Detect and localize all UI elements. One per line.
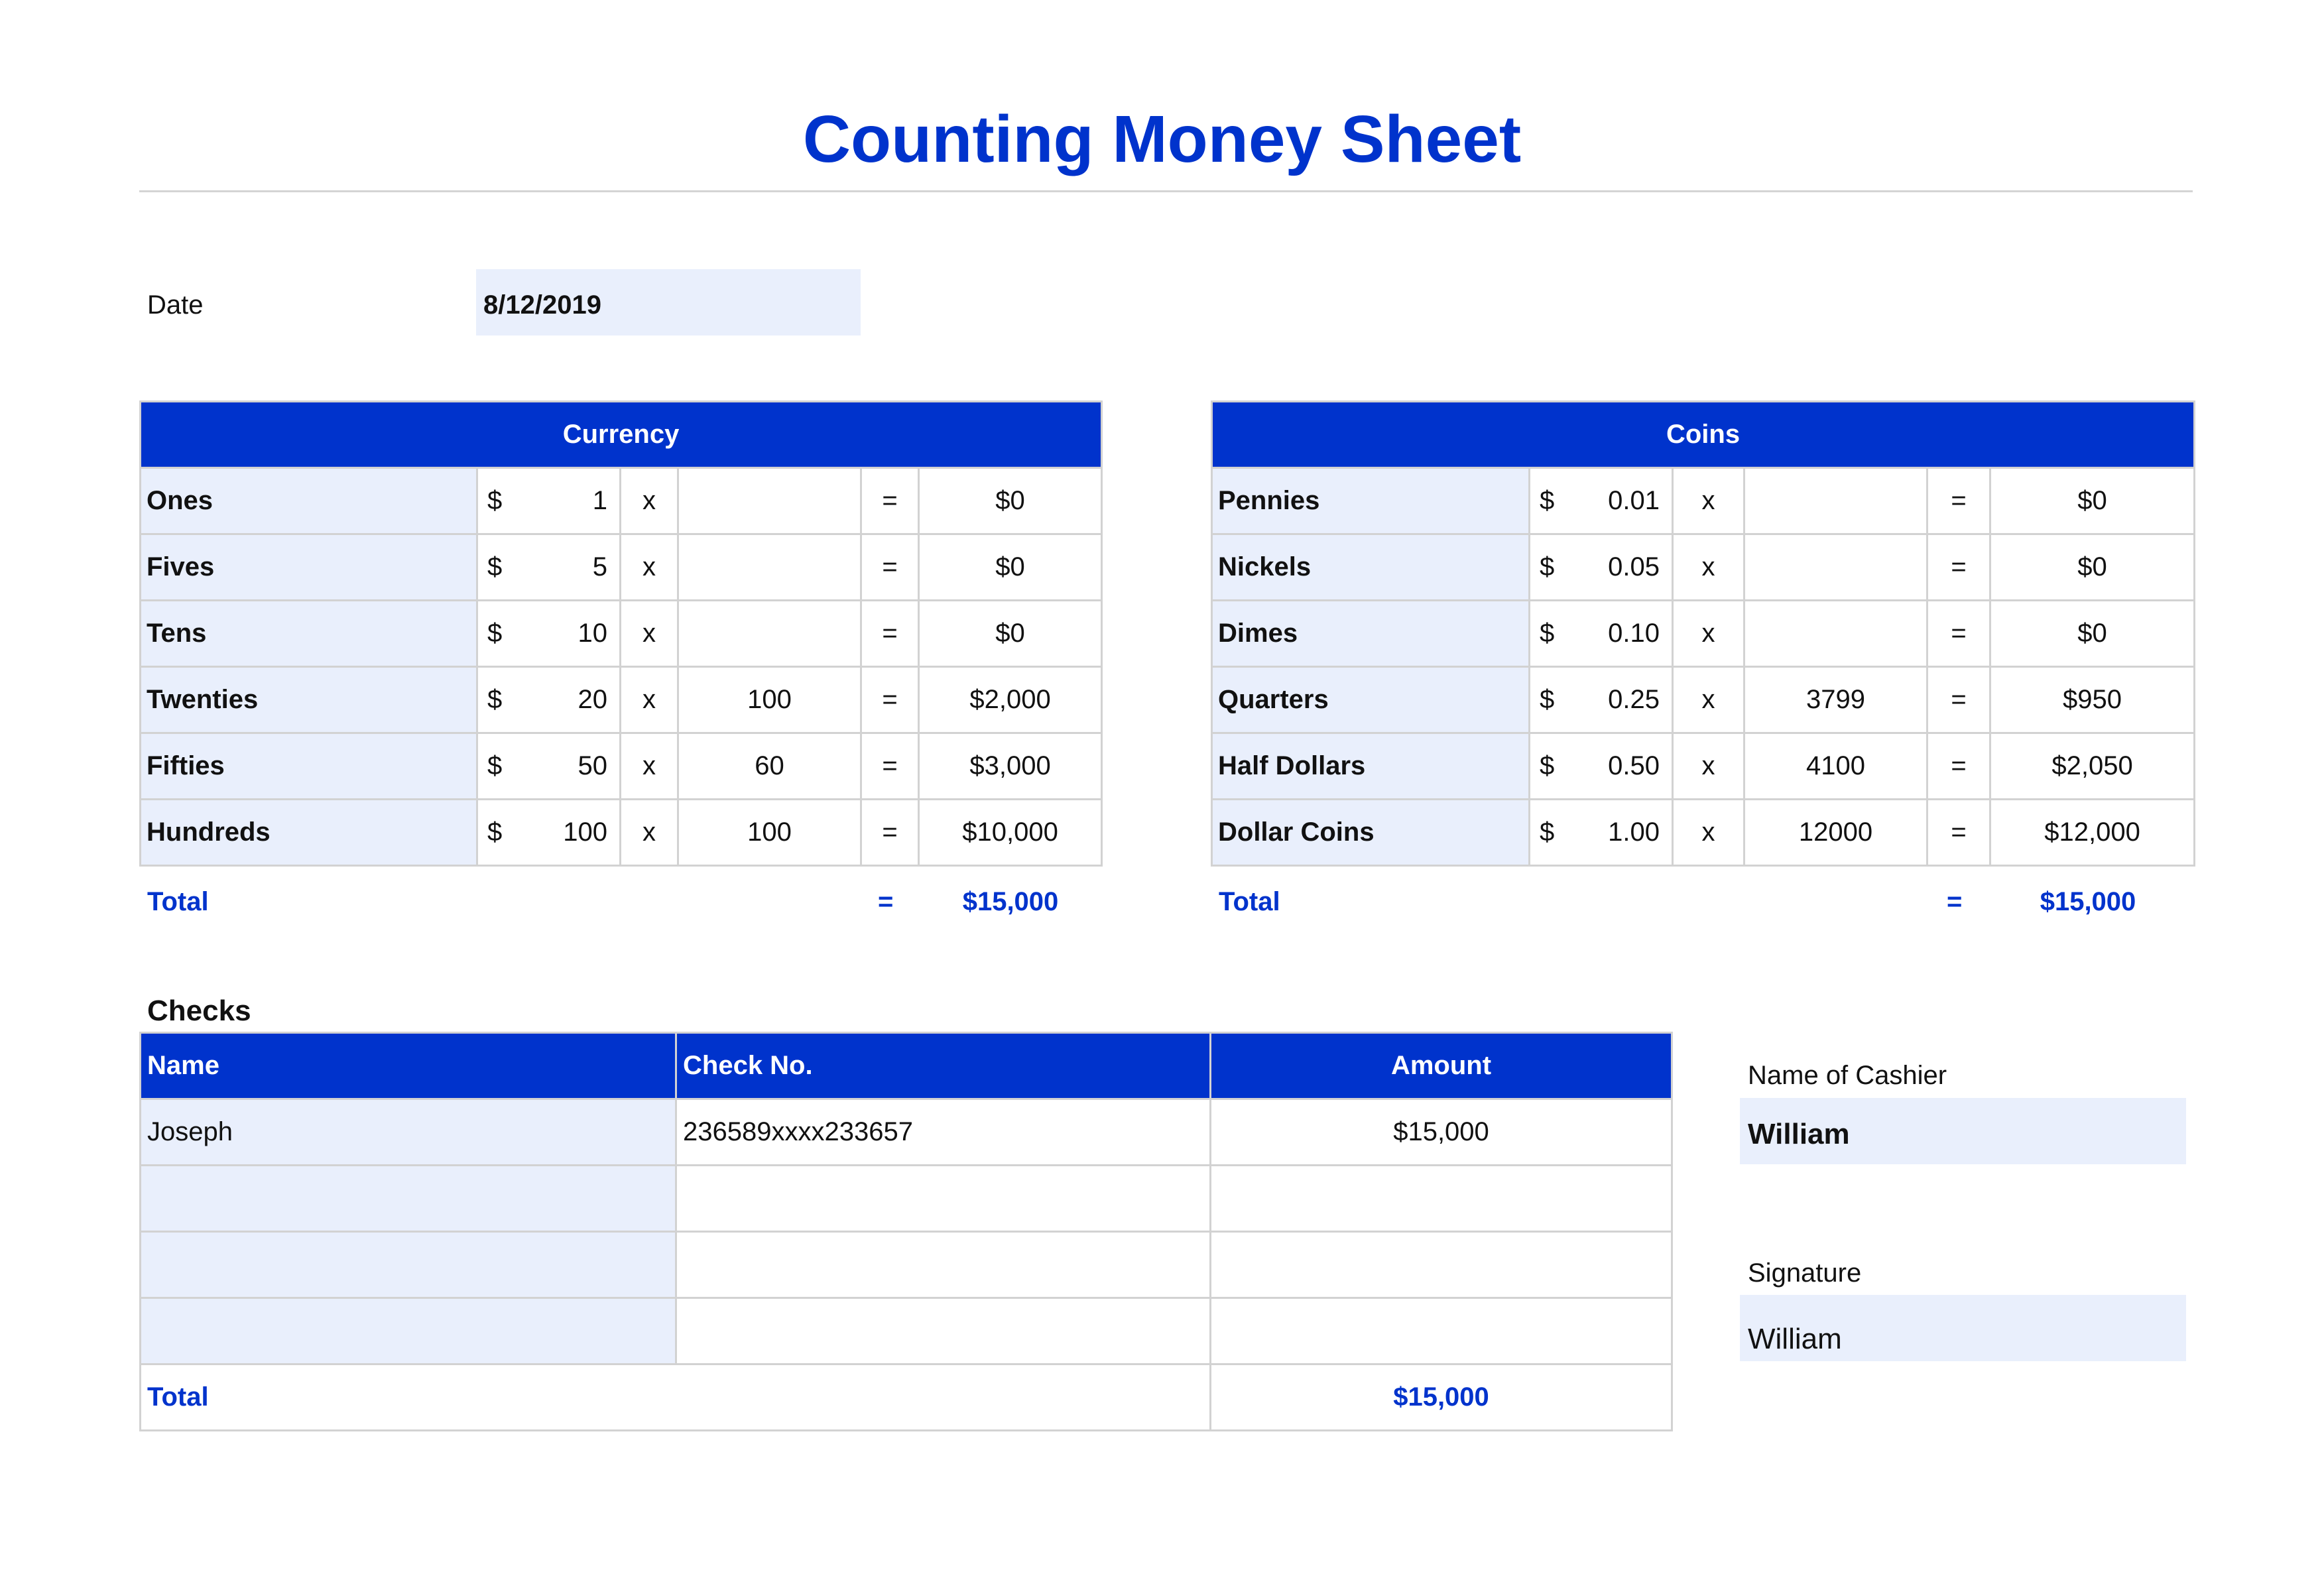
row-result: $12,000 bbox=[1990, 800, 2195, 866]
table-row bbox=[141, 1232, 1672, 1298]
count-input[interactable]: 60 bbox=[678, 733, 861, 800]
currency-header: Currency bbox=[141, 402, 1102, 468]
checks-title: Checks bbox=[147, 995, 251, 1027]
count-input[interactable] bbox=[1744, 534, 1927, 601]
table-row bbox=[141, 601, 1102, 667]
table-row bbox=[141, 468, 1102, 534]
row-result: $10,000 bbox=[919, 800, 1102, 866]
count-input[interactable] bbox=[678, 601, 861, 667]
coin-value: 0.01 bbox=[1601, 468, 1673, 534]
denomination-name: Twenties bbox=[141, 667, 477, 733]
denomination-value: 50 bbox=[549, 733, 621, 800]
denomination-name: Hundreds bbox=[141, 800, 477, 866]
cashier-value: William bbox=[1748, 1118, 1850, 1150]
dollar-sign: $ bbox=[477, 601, 549, 667]
cashier-label: Name of Cashier bbox=[1748, 1061, 1947, 1090]
count-input[interactable]: 12000 bbox=[1744, 800, 1927, 866]
count-input[interactable] bbox=[678, 534, 861, 601]
signature-field[interactable] bbox=[1740, 1295, 2186, 1361]
coins-total-value: $15,000 bbox=[2040, 887, 2136, 916]
cashier-field[interactable] bbox=[1740, 1098, 2186, 1164]
table-row bbox=[141, 667, 1102, 733]
coin-value: 0.50 bbox=[1601, 733, 1673, 800]
multiply-sign: x bbox=[1673, 667, 1744, 733]
table-row bbox=[1212, 468, 2195, 534]
check-amount-cell[interactable]: $15,000 bbox=[1211, 1099, 1672, 1166]
multiply-sign: x bbox=[1673, 800, 1744, 866]
checks-total-value: $15,000 bbox=[1211, 1364, 1672, 1431]
table-row bbox=[141, 1298, 1672, 1364]
check-number-cell[interactable] bbox=[676, 1298, 1211, 1364]
table-row bbox=[141, 534, 1102, 601]
dollar-sign: $ bbox=[1530, 667, 1601, 733]
coin-name: Quarters bbox=[1212, 667, 1530, 733]
row-result: $0 bbox=[919, 534, 1102, 601]
denomination-name: Tens bbox=[141, 601, 477, 667]
multiply-sign: x bbox=[1673, 733, 1744, 800]
dollar-sign: $ bbox=[477, 800, 549, 866]
table-row bbox=[141, 733, 1102, 800]
multiply-sign: x bbox=[621, 534, 678, 601]
check-amount-cell[interactable] bbox=[1211, 1298, 1672, 1364]
coin-name: Nickels bbox=[1212, 534, 1530, 601]
count-input[interactable] bbox=[678, 468, 861, 534]
coin-value: 0.05 bbox=[1601, 534, 1673, 601]
coin-name: Pennies bbox=[1212, 468, 1530, 534]
row-result: $950 bbox=[1990, 667, 2195, 733]
multiply-sign: x bbox=[621, 601, 678, 667]
check-number-cell[interactable] bbox=[676, 1232, 1211, 1298]
check-name-cell[interactable] bbox=[141, 1298, 676, 1364]
checks-header-check-no: Check No. bbox=[676, 1033, 1211, 1099]
equals-sign: = bbox=[1927, 534, 1990, 601]
row-result: $0 bbox=[1990, 601, 2195, 667]
currency-table bbox=[139, 400, 1103, 867]
checks-total-row bbox=[141, 1364, 1672, 1431]
title-divider bbox=[139, 190, 2193, 192]
equals-sign: = bbox=[861, 800, 919, 866]
equals-sign: = bbox=[861, 468, 919, 534]
denomination-name: Fives bbox=[141, 534, 477, 601]
table-row bbox=[1212, 800, 2195, 866]
coin-value: 0.10 bbox=[1601, 601, 1673, 667]
denomination-value: 20 bbox=[549, 667, 621, 733]
date-value: 8/12/2019 bbox=[483, 290, 601, 320]
check-amount-cell[interactable] bbox=[1211, 1232, 1672, 1298]
dollar-sign: $ bbox=[1530, 800, 1601, 866]
row-result: $3,000 bbox=[919, 733, 1102, 800]
denomination-value: 10 bbox=[549, 601, 621, 667]
currency-total-equals: = bbox=[878, 887, 894, 916]
table-row bbox=[141, 1099, 1672, 1166]
signature-label: Signature bbox=[1748, 1258, 1862, 1288]
checks-table bbox=[139, 1032, 1673, 1431]
dollar-sign: $ bbox=[477, 468, 549, 534]
coins-table bbox=[1211, 400, 2195, 867]
denomination-value: 100 bbox=[549, 800, 621, 866]
multiply-sign: x bbox=[1673, 534, 1744, 601]
title-area bbox=[0, 0, 2324, 179]
equals-sign: = bbox=[1927, 800, 1990, 866]
check-amount-cell[interactable] bbox=[1211, 1166, 1672, 1232]
count-input[interactable]: 4100 bbox=[1744, 733, 1927, 800]
count-input[interactable] bbox=[1744, 601, 1927, 667]
currency-total-value: $15,000 bbox=[962, 887, 1059, 916]
denomination-name: Fifties bbox=[141, 733, 477, 800]
denomination-value: 1 bbox=[549, 468, 621, 534]
check-name-cell[interactable]: Joseph bbox=[141, 1099, 676, 1166]
coin-name: Dimes bbox=[1212, 601, 1530, 667]
coin-value: 1.00 bbox=[1601, 800, 1673, 866]
row-result: $0 bbox=[1990, 534, 2195, 601]
coins-total-equals: = bbox=[1947, 887, 1963, 916]
multiply-sign: x bbox=[621, 800, 678, 866]
denomination-name: Ones bbox=[141, 468, 477, 534]
row-result: $0 bbox=[1990, 468, 2195, 534]
dollar-sign: $ bbox=[1530, 468, 1601, 534]
dollar-sign: $ bbox=[1530, 601, 1601, 667]
check-number-cell[interactable] bbox=[676, 1166, 1211, 1232]
table-row bbox=[1212, 667, 2195, 733]
coin-value: 0.25 bbox=[1601, 667, 1673, 733]
page-title: Counting Money Sheet bbox=[802, 102, 1522, 176]
row-result: $2,000 bbox=[919, 667, 1102, 733]
check-number-cell[interactable]: 236589xxxx233657 bbox=[676, 1099, 1211, 1166]
count-input[interactable]: 100 bbox=[678, 667, 861, 733]
count-input[interactable]: 3799 bbox=[1744, 667, 1927, 733]
dollar-sign: $ bbox=[1530, 733, 1601, 800]
equals-sign: = bbox=[1927, 667, 1990, 733]
check-name-cell[interactable] bbox=[141, 1232, 676, 1298]
equals-sign: = bbox=[1927, 733, 1990, 800]
coins-total-label: Total bbox=[1219, 887, 1280, 916]
multiply-sign: x bbox=[1673, 468, 1744, 534]
checks-header-amount: Amount bbox=[1211, 1033, 1672, 1099]
date-field[interactable] bbox=[476, 269, 861, 335]
equals-sign: = bbox=[1927, 601, 1990, 667]
denomination-value: 5 bbox=[549, 534, 621, 601]
checks-header-name: Name bbox=[141, 1033, 676, 1099]
multiply-sign: x bbox=[621, 468, 678, 534]
table-row bbox=[141, 800, 1102, 866]
multiply-sign: x bbox=[621, 667, 678, 733]
dollar-sign: $ bbox=[477, 667, 549, 733]
multiply-sign: x bbox=[621, 733, 678, 800]
currency-total-label: Total bbox=[147, 887, 209, 916]
equals-sign: = bbox=[861, 534, 919, 601]
coin-name: Dollar Coins bbox=[1212, 800, 1530, 866]
dollar-sign: $ bbox=[477, 733, 549, 800]
count-input[interactable] bbox=[1744, 468, 1927, 534]
signature-value: William bbox=[1748, 1323, 1842, 1355]
multiply-sign: x bbox=[1673, 601, 1744, 667]
row-result: $0 bbox=[919, 601, 1102, 667]
table-row bbox=[1212, 601, 2195, 667]
coin-name: Half Dollars bbox=[1212, 733, 1530, 800]
equals-sign: = bbox=[861, 667, 919, 733]
count-input[interactable]: 100 bbox=[678, 800, 861, 866]
dollar-sign: $ bbox=[1530, 534, 1601, 601]
equals-sign: = bbox=[1927, 468, 1990, 534]
coins-header: Coins bbox=[1212, 402, 2195, 468]
table-row bbox=[141, 1166, 1672, 1232]
table-row bbox=[1212, 534, 2195, 601]
row-result: $2,050 bbox=[1990, 733, 2195, 800]
table-row bbox=[1212, 733, 2195, 800]
dollar-sign: $ bbox=[477, 534, 549, 601]
equals-sign: = bbox=[861, 733, 919, 800]
row-result: $0 bbox=[919, 468, 1102, 534]
equals-sign: = bbox=[861, 601, 919, 667]
date-label: Date bbox=[147, 290, 204, 320]
check-name-cell[interactable] bbox=[141, 1166, 676, 1232]
checks-total-label: Total bbox=[141, 1364, 1211, 1431]
